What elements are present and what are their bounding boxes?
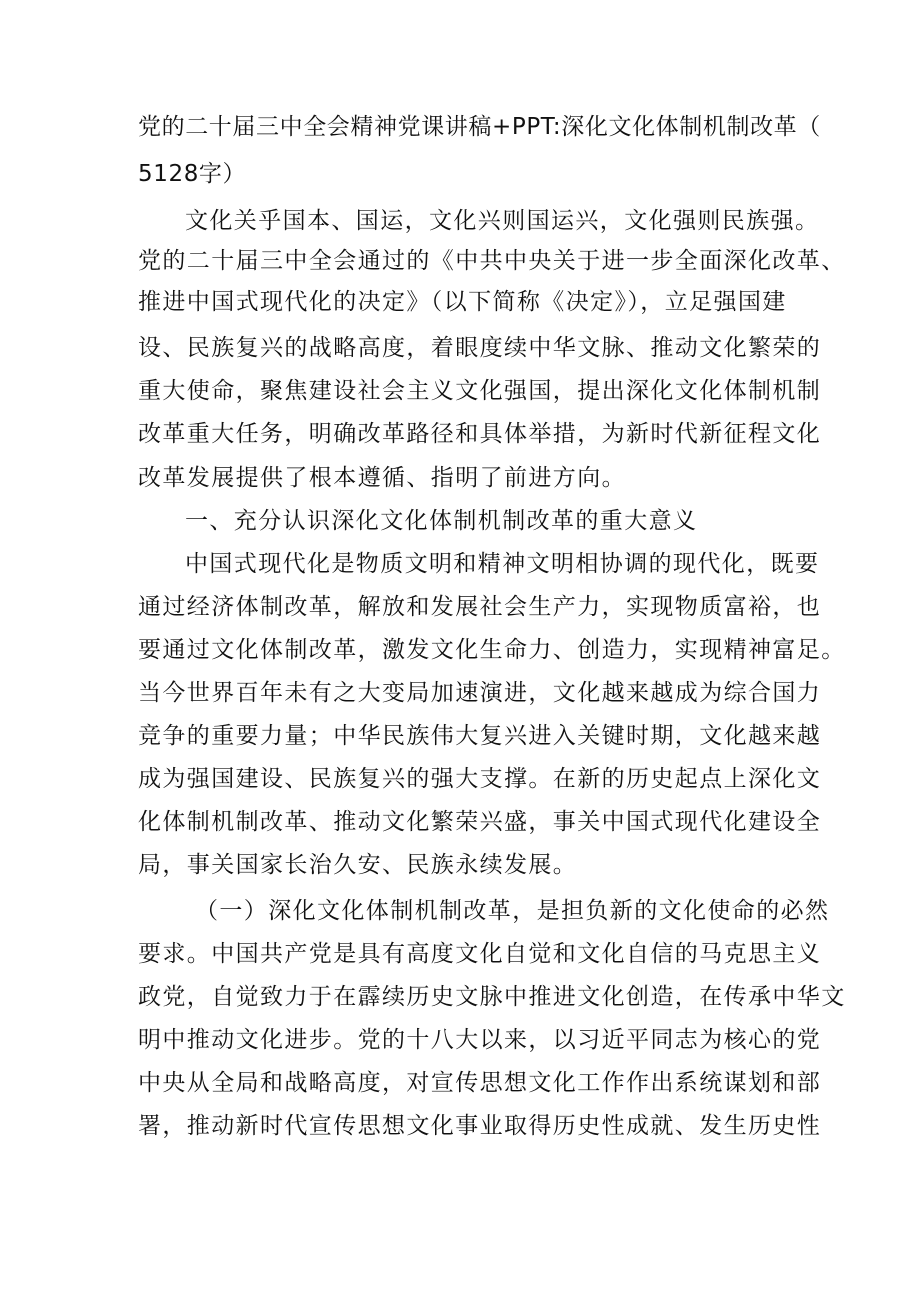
paragraph-line: 当今世界百年未有之大变局加速演进，文化越来越成为综合国力 [138,680,822,706]
paragraph-line: 党的二十届三中全会通过的《中共中央关于进一步全面深化改革、 [138,248,846,274]
title-line: 党的二十届三中全会精神党课讲稿+PPT:深化文化体制机制改革（ [138,114,821,140]
paragraph-line: 竞争的重要力量；中华民族伟大复兴进入关键时期，文化越来越 [138,723,822,749]
paragraph-line: 政党，自觉致力于在霹续历史文脉中推进文化创造，在传承中华文 [138,984,846,1010]
paragraph-line: （一）深化文化体制机制改革，是担负新的文化使命的必然 [195,898,830,924]
paragraph-line: 重大使命，聚焦建设社会主义文化强国，提出深化文化体制机制 [138,378,822,404]
paragraph-line: 改革发展提供了根本遵循、指明了前进方向。 [138,465,626,491]
paragraph-line: 明中推动文化进步。党的十八大以来，以习近平同志为核心的党 [138,1027,822,1053]
title-line: 5128字） [138,161,247,187]
paragraph-line: 要求。中国共产党是具有高度文化自觉和文化自信的马克思主义 [138,941,822,967]
paragraph-line: 推进中国式现代化的决定》（以下简称《决定》），立足强国建 [138,289,787,315]
paragraph-line: 中央从全局和战略高度，对宣传思想文化工作作出系统谋划和部 [138,1070,822,1096]
paragraph-line: 文化关乎国本、国运，文化兴则国运兴，文化强则民族强。 [185,208,820,234]
section-heading: 一、充分认识深化文化体制机制改革的重大意义 [185,508,698,534]
paragraph-line: 化体制机制改革、推动文化繁荣兴盛，事关中国式现代化建设全 [138,809,822,835]
paragraph-line: 改革重大任务，明确改革路径和具体举措，为新时代新征程文化 [138,421,822,447]
paragraph-line: 成为强国建设、民族复兴的强大支撑。在新的历史起点上深化文 [138,766,822,792]
paragraph-line: 署，推动新时代宣传思想文化事业取得历史性成就、发生历史性 [138,1113,822,1139]
paragraph-line: 要通过文化体制改革，激发文化生命力、创造力，实现精神富足。 [138,637,846,663]
paragraph-line: 设、民族复兴的战略高度，着眼度续中华文脉、推动文化繁荣的 [138,335,822,361]
paragraph-line: 通过经济体制改革，解放和发展社会生产力，实现物质富裕，也 [138,594,822,620]
paragraph-line: 局，事关国家长治久安、民族永续发展。 [138,852,578,878]
paragraph-line: 中国式现代化是物质文明和精神文明相协调的现代化，既要 [185,551,820,577]
